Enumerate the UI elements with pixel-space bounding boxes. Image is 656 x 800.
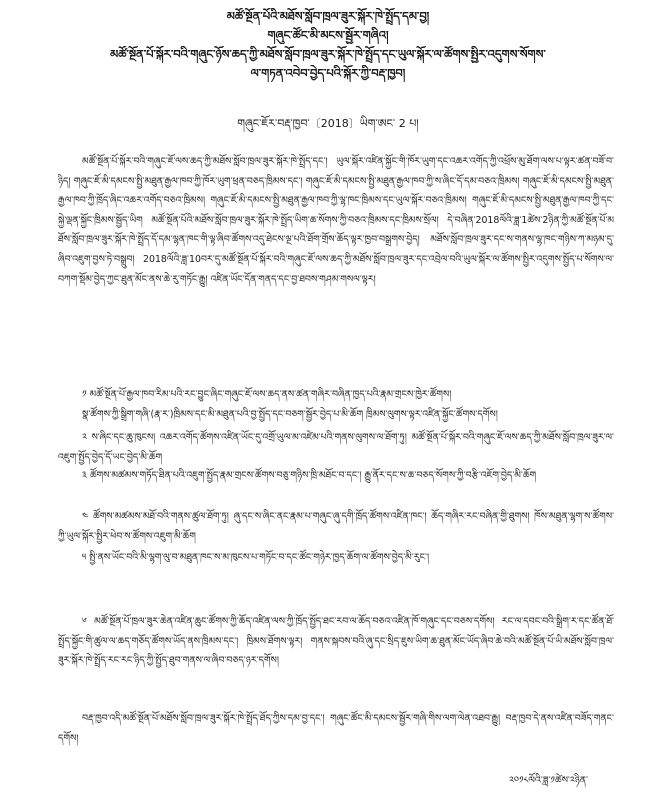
intro-paragraph: མཚོ་སྔོན་པོ་སྐོར་བའི་གཞུང་ཇོ་ལས་ཆད་ཀྱི་མཐོས་སློབ་ཁྲལ་ཟུར་སྐོར་ཁེ་སྤྲོད་དང་། ཡུལ་སྐོར་འཛིན་སྐྱོང་གི་ཁོར་ཡུག་དང་འཆར་འགོད་ཀྱི་འཕྲོས་མུ་ཐོག་ལས་པ་ལྟར་ཚན་བཟོ་བ་ཉིད། གཞུང་ཇོ་མི་དམངས་སྤྱི་མཐུན་རྒྱལ་ཁབ་ཀྱི་ཁོར་ཡུག་ཕྲན་བཅད་ཁྲིམས་དང་། གཞུང་ཇོ་མི་དམངས་སྤྱི་མཐུན་རྒྱལ་ཁབ་ཀྱི་ས་ཞིང་དོ་དམ་བཅའ་ཁྲིམས། གཞུང་ཇོ་མི་དམངས་སྤྱི་མཐུན་རྒྱལ་ཁབ་ཀྱི་ཁྲོད་ཞིང་འཆར་འགོད་བཅའ་ཁྲིམས། གཞུང་ཇོ་མི་དམངས་སྤྱི་མཐུན་རྒྱལ་ཁབ་ཀྱི་ལྷ་ཁང་ཁྲིམས་དང་ཡུལ་སྐོར་བཅའ་ཁྲིམས། གཞུང་ཇོ་མི་དམངས་སྤྱི་མཐུན་རྒྱལ་ཁབ་ཀྱི་དང་སྐྱེ་ལྡན་སྐྱོང་ཁྲིམས་སྦྱོད་ཡིག མཚོ་སྔོན་པོའི་མཐོས་སློབ་ཁྲལ་ཟུར་སྐོར་ཁེ་སྤྲོད་ཡིག་ཆ་སོགས་ཀྱི་བཅའ་ཁྲིམས་དང་ཁྲིམས་སྲོལ། དེ་བཞིན་2018ལོའི་ཟླ་1ཚེས་2ཉིན་ཀྱི་མཚོ་སྔོན་པོ་མཐོས་སློབ་ཁྲལ་ཟུར་སྐོར་ཁེ་སྤྲོད་དོ་དམ་ལྷན་ཁང་གི་ལྟ་ཞིབ་ཚོགས་འདུ་ཐེངས་ལྔ་པའི་ཐོག་གྲོས་ཆོད་ལྟར་ཁྱབ་བསྒྲགས་བྱེད། མཐོས་སློབ་ཁྲལ་ཟུར་དང་ས་གནས་ལྷ་ཁང་གཉིས་ཀ་མཉམ་དུ་ཞིབ་འཇུག་བྱས་ཏེ་བསྒྲུབ། 2018ལོའི་ཟླ་10བར་དུ་མཚོ་སྔོན་པོ་སྐོར་བའི་གཞུང་ཇོ་ལས་ཆད་ཀྱི་མཐོས་སློབ་ཁྲལ་ཟུར་དང་འབྲེལ་བའི་ཡུལ་སྐོར་ལ་ཚོགས་སྤྱིར་འདུགས་སྤྱོད་པ་སོགས་ལ་བཀག་སྡོམ་བྱེད་ཀྱང་ཐུན་མོང་ནས་ཆེ་རུ་གཏོང་རྒྱུ། འཛིན་ཡོང་དོན་གནད་དང་བྱ་ཐབས་གཤམ་གསལ་ལྟར།: [58, 156, 614, 285]
item-1b-paragraph: སྣ་ཚོགས་ཀྱི་སྒྲིག་གཞི་(རྣ་ར་)ཁྲིམས་དང་མི་མཐུན་པའི་བྱ་སྤྱོད་དང་བཅག་སྦྱོར་བྱེད་པ་མི་ཆོག ཁྲིམས་ལུགས་ལྟར་འཛིན་སྐྱོང་ཚོགས་དགོས།: [82, 409, 498, 420]
item-2-paragraph: ༢ ས་ཞིང་དང་ཆུ་ཁུངས། འཆར་འགོད་ཚོགས་འཛིན་ཡོང་དུ་འགྲོ་ཡུལ་མ་འཛེམ་པའི་གནས་ལུགས་ལ་ཐོག་ཏུ། མཚོ་སྔོན་པོ་སྐོར་བའི་གཞུང་ཇོ་ལས་ཆད་ཀྱི་མཐོས་སློབ་ཁྲལ་ཟུར་ལ་འཇུག་སྤྱོད་བྱེད་དོ་ཡང་བྱེད་མི་ཆོག: [58, 432, 614, 463]
item-1-paragraph: ༡ མཚོ་སྔོན་པོ་རྒྱལ་ཁབ་རིམ་པའི་རང་བྱུང་ཞིང་གཞུང་ཇོ་ལས་ཆད་ནས་ཚན་གཞིར་བཞིན་ཁྱད་པའི་རྣམ་གྲངས་ཁྱེར་ཚོགས།: [82, 389, 452, 400]
closing-paragraph: བརྡ་ཁྱབ་འདི་མཚོ་སྔོན་པོ་མཐོས་སློབ་ཁྲལ་ཟུར་སྐོར་ཁེ་སྤྲོད་ཐོད་ཀྱིས་དམ་བྱ་དང་། གཞུང་ཚོང་མི་དམངས་སྦྱོར་གཞི་གིས་ལག་ལེན་འཐབ་རྒྱུ། བརྡ་ཁྱབ་དེ་ནས་འཛིན་བཟོད་གནང་དགོས།: [58, 713, 614, 744]
document-title-line-3: མཚོ་སྔོན་པོ་སྐོར་བའི་གཞུང་ཉོས་ཆད་ཀྱི་མཐོས་སློབ་ཁྲལ་ཟུར་སྐོར་ཁེ་སྤྲོད་དང་ཡུལ་སྐོར་ལ་ཚོགས་སྤྱིར་འདུགས་སོགས་: [110, 47, 546, 61]
document-number: གཞུང་ཇོར་བརྡ་ཁྱབ་〔2018〕ཡིག་ཨང་ 2 པ།: [237, 117, 419, 130]
document-title-line-2: གཞུང་ཚོང་མི་མངས་སྦྱོར་གཞིའ།: [267, 28, 389, 42]
item-5-paragraph: ༥ སྤྱི་ནས་ཡོང་བའི་མི་ལྷག་ལུ་བ་མཐུན་ཁང་ས་མ་ཁུངས་པ་གཏོང་བ་དང་ཚོང་གཉེར་ཁྱད་ཆོག་ལ་ཚོགས་བྱེད་མི་རུང་།: [82, 552, 430, 563]
signature-date: ༢༠༡༨ལོའི་ཟླ་༡ཚེས་༢ཉིན་: [509, 775, 588, 786]
item-4-paragraph: ༤ ཚོགས་མཚམས་མཐོ་བའི་གནས་ཚུལ་ཐོག་ཏུ། ཞུ་དང་ས་ཞིང་ནང་རྣམ་པ་གཞུང་ཞུ་དགི་ཁྲོད་ཚོགས་འཛིན་ཁང་། ཆོད་གཞིར་རང་བཞིན་གྱི་ཐུགས། ཁོས་མཐུན་ལྷག་ས་ཚོགས་ཀྱི་ཡུལ་སྐོར་སྤྱིར་ཕེབ་ས་ཚོགས་འཇུག་མི་ཆོག: [58, 511, 614, 542]
item-6-paragraph: ༦ མཚོ་སྔོན་པོ་ཁྲལ་ཟུར་ཆེན་འཛིན་ཆུང་ཚོགས་ཀྱི་ཆོད་འཛིན་ལས་ཀྱི་ཁྲོད་སྤྱོད་ཐང་རབ་ལ་ཆོད་བཅའ་འཛིན་ཁོ་གཞུང་དང་བཅས་དགོས། རང་ལ་དབང་བའི་སྒྲིག་ར་དང་ཚོན་ཐོ་སྤྲོད་སྐྱོང་གི་ཚུལ་ལ་ཆད་གཅོད་ཚོགས་ཡོད་ནས་ཁྲིམས་དང་། ཁྲིམས་ཐོགས་ལྟར། གནས་སྐབས་བའི་ཞུ་དང་སྲིད་ཇུས་ཡིག་ཆ་ཐུན་མོང་ཡོད་ཞིབ་ཆེ་བའི་མཚོ་སྔོན་པོ་ཡི་མཐོས་སློབ་ཁྲལ་ཟུར་སྐོར་ཁེ་སྤྲོད་རང་རང་ཉིད་ཀྱི་སྤྱོད་ཐུབ་གནས་ལ་ཞིབ་བཅད་ཉར་དགོས།: [58, 616, 614, 667]
item-3-paragraph: ༣ ཚོགས་མཚམས་གཏོད་ཐིན་པའི་འཇུག་སྤྱོད་རྣམ་གྲངས་ཚོགས་བཅུ་གཉིས་ཁྲི་མཐོང་བ་དང་། རྒྱུ་ནོར་དང་ས་ཆ་བཅད་སོགས་ཀྱི་བརྩི་འཇོག་བྱེད་མི་ཆོག: [82, 470, 537, 481]
document-title-line-4: ལ་གཏན་འབེབ་བྱེད་པའི་སྐོར་ཀྱི་བརྡ་ཁྱབ།: [250, 66, 406, 80]
document-title-line-1: མཚོ་སྔོན་པོའི་མཐོས་སློབ་ཁྲལ་ཟུར་སྐོར་ཁེ་སྤྲོད་དམ་བྱ།: [226, 9, 430, 23]
